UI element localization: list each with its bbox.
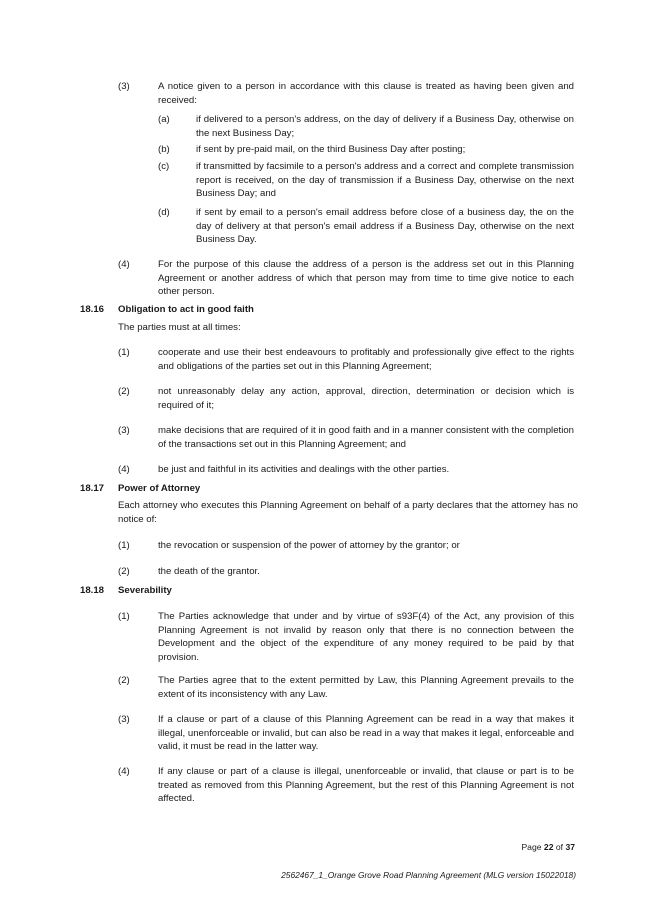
clause-number: (2) [118, 675, 130, 686]
page-of: of [555, 842, 564, 852]
item-number: (c) [158, 161, 170, 172]
section-lead: The parties must at all times: [118, 322, 241, 333]
section-number: 18.18 [80, 585, 105, 596]
clause-text: be just and faithful in its activities and dealings with the other parties. [158, 464, 450, 475]
clause-number: (1) [118, 611, 130, 622]
section-title: Severability [118, 585, 172, 596]
clause-number: (1) [118, 347, 130, 358]
item-number: (a) [158, 114, 170, 125]
page-label: Page [521, 842, 542, 852]
clause-number: (2) [118, 386, 130, 397]
page-number [521, 841, 575, 853]
clause-text: For the purpose of this clause the address of a person is the address set out in this Planning Agreement or another address of which that person may from time to time give notice to each other person. [158, 259, 574, 298]
item-text: if delivered to a person's address, on the day of delivery if a Business Day, otherwise on the next Business Day; [196, 114, 574, 139]
page-current: 22 [543, 842, 554, 852]
clause-text: If a clause or part of a clause of this Planning Agreement can be read in a way that makes it illegal, unenforceable or invalid, but can also be read in a way that makes it legal, enforceable and valid, it must be read in the latter way. [158, 714, 574, 753]
section-title: Obligation to act in good faith [118, 304, 254, 315]
item-number: (d) [158, 207, 170, 218]
item-number: (b) [158, 144, 170, 155]
item-text: if sent by pre-paid mail, on the third Business Day after posting; [196, 144, 466, 155]
section-lead: Each attorney who executes this Planning Agreement on behalf of a party declares that the attorney has no notice of: [118, 500, 578, 525]
page-total: 37 [565, 842, 575, 852]
clause-number: (3) [118, 81, 130, 92]
clause-number: (3) [118, 425, 130, 436]
clause-text: A notice given to a person in accordance with this clause is treated as having been given and received: [158, 81, 574, 106]
section-title: Power of Attorney [118, 483, 201, 494]
clause-number: (4) [118, 766, 130, 777]
section-number: 18.17 [80, 483, 105, 494]
clause-number: (4) [118, 464, 130, 475]
clause-number: (2) [118, 566, 130, 577]
section-number: 18.16 [80, 304, 105, 315]
clause-text: If any clause or part of a clause is illegal, unenforceable or invalid, that clause or part is to be treated as removed from this Planning Agreement, but the rest of this Planning Agreement is not affected. [158, 766, 574, 805]
clause-text: not unreasonably delay any action, approval, direction, determination or decision which is required of it; [158, 386, 574, 411]
item-text: if transmitted by facsimile to a person's address and a correct and complete transmission report is received, on the day of transmission if a Business Day, otherwise on the next Business Day; and [196, 161, 574, 200]
clause-text: the revocation or suspension of the power of attorney by the grantor; or [158, 540, 460, 551]
item-text: if sent by email to a person's email address before close of a business day, the on the day of delivery at that person's email address if a Business Day, otherwise on the next Business Day. [196, 207, 574, 246]
clause-text: make decisions that are required of it in good faith and in a manner consistent with the completion of the transactions set out in this Planning Agreement; and [158, 425, 574, 450]
clause-number: (3) [118, 714, 130, 725]
clause-text: The Parties acknowledge that under and by virtue of s93F(4) of the Act, any provision of this Planning Agreement is not invalid by reason only that there is no connection between the Development and the object of the expenditure of any money required to be paid by that provision. [158, 611, 574, 663]
clause-number: (1) [118, 540, 130, 551]
document-reference: 2562467_1_Orange Grove Road Planning Agreement (MLG version 15022018) [281, 870, 576, 880]
clause-text: the death of the grantor. [158, 566, 260, 577]
clause-text: The Parties agree that to the extent permitted by Law, this Planning Agreement prevails to the extent of its inconsistency with any Law. [158, 675, 574, 700]
clause-text: cooperate and use their best endeavours to profitably and professionally give effect to the rights and obligations of the parties set out in this Planning Agreement; [158, 347, 574, 372]
clause-number: (4) [118, 259, 130, 270]
